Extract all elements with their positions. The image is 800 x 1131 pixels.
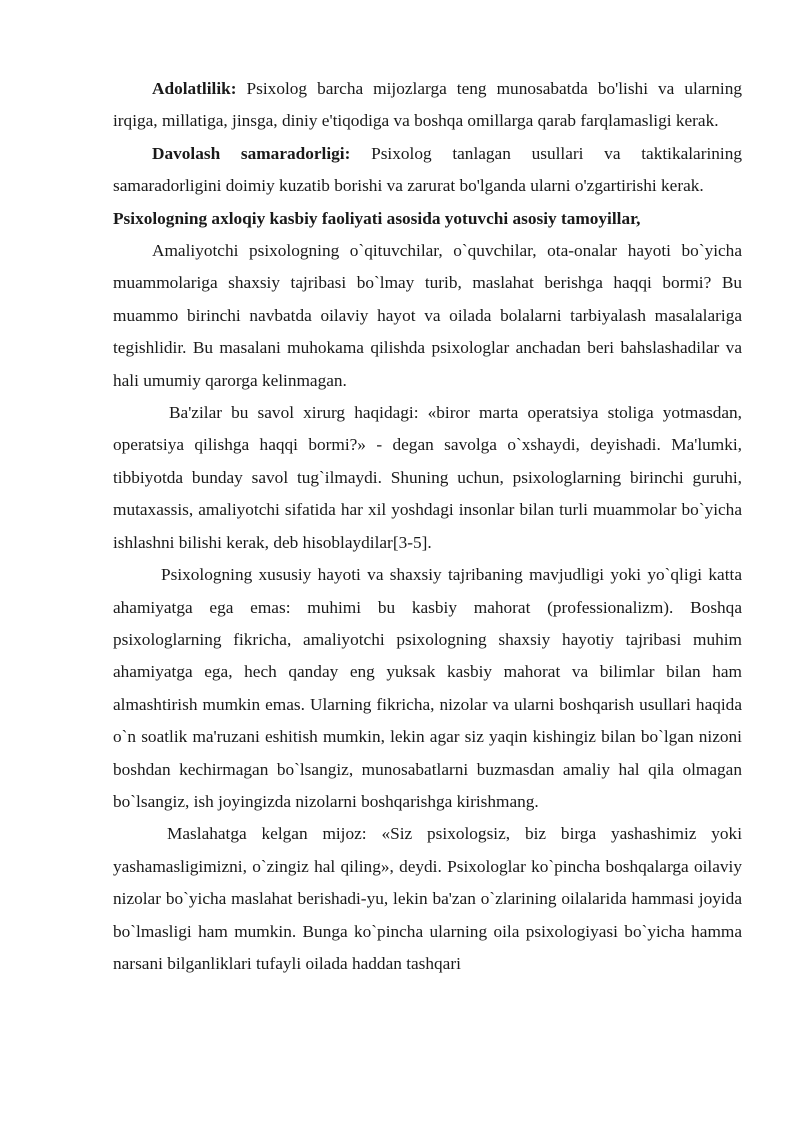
term-label: Adolatlilik: xyxy=(152,79,237,98)
paragraph-text: Psixolog barcha mijozlarga teng munosabatda bo'lishi va ularning irqiga, millatiga, jinsga, diniy e'tiqodiga va boshqa omillarga qarab farqlamasligi kerak. xyxy=(113,79,742,131)
paragraph: Psixologning xususiy hayoti va shaxsiy tajribaning mavjudligi yoki yo`qligi katta ahamiyatga ega emas: muhimi bu kasbiy mahorat (professionalizm). Boshqa psixologlarning fikricha, amaliyotchi psixologning shaxsiy hayotiy tajribasi muhim ahamiyatga ega, hech qanday eng yuksak kasbiy mahorat va bilimlar bilan ham almashtirish mumkin emas. Ularning fikricha, nizolar va ularni boshqarish usullari haqida o`n soatlik ma'ruzani eshitish mumkin, lekin agar siz yaqin kishingiz bilan bo`lgan nizoni boshdan kechirmagan bo`lsangiz, munosabatlarni buzmasdan amaliy hal qila olmagan bo`lsangiz, ish joyingizda nizolarni boshqarishga kirishmang. xyxy=(113,565,742,811)
document-body xyxy=(113,73,742,980)
paragraph: Ba'zilar bu savol xirurg haqidagi: «biror marta operatsiya stoliga yotmasdan, operatsiya qilishga haqqi bormi?» - degan savolga o`xshaydi, deyishadi. Ma'lumki, tibbiyotda bunday savol tug`ilmaydi. Shuning uchun, psixologlarning birinchi guruhi, mutaxassis, amaliyotchi sifatida har xil yoshdagi insonlar bilan turli muammolar bo`yicha ishlashni bilishi kerak, deb hisoblaydilar[3-5]. xyxy=(113,403,742,552)
paragraph-treatment-efficiency xyxy=(113,138,742,203)
paragraph-fairness xyxy=(113,73,742,138)
term-label: Davolash samaradorligi: xyxy=(152,143,351,163)
paragraph-text: Psixolog tanlagan usullari va taktikalarining samaradorligini doimiy kuzatib borishi va zarurat bo'lganda ularni o'zgartirishi kerak. xyxy=(113,143,743,196)
paragraph: Amaliyotchi psixologning o`qituvchilar, o`quvchilar, ota-onalar hayoti bo`yicha muammolariga shaxsiy tajribasi bo`lmay turib, maslahat berishga haqqi bormi? Bu muammo birinchi navbatda oilaviy hayot va oilada bolalarni tarbiyalash masalalariga tegishlidir. Bu masalani muhokama qilishda psixologlar anchadan beri bahslashadilar va hali umumiy qarorga kelinmagan. xyxy=(113,241,742,390)
paragraph: Maslahatga kelgan mijoz: «Siz psixologsiz, biz birga yashashimiz yoki yashamasligimizni, o`zingiz hal qiling», deydi. Psixologlar ko`pincha boshqalarga oilaviy nizolar bo`yicha maslahat berishadi-yu, lekin ba'zan o`zlarining oilalarida hammasi joyida bo`lmasligi ham mumkin. Bunga ko`pincha ularning oila psixologiyasi bo`yicha hamma narsani bilganliklari tufayli oilada haddan tashqari xyxy=(113,824,742,973)
section-heading: Psixologning axloqiy kasbiy faoliyati asosida yotuvchi asosiy tamoyillar, xyxy=(113,208,641,228)
